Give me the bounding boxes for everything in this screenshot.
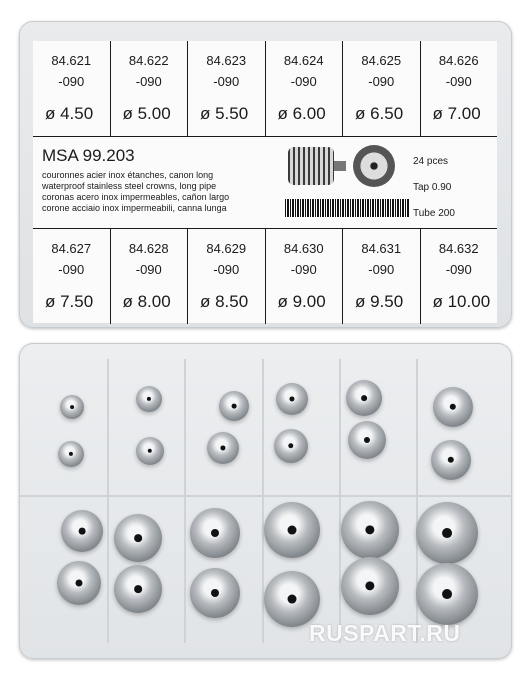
part-code: 84.622 xyxy=(128,53,169,68)
watch-crown xyxy=(346,380,382,416)
watch-crown xyxy=(264,571,320,627)
tray-divider xyxy=(262,359,264,495)
watch-crown xyxy=(58,441,84,467)
watch-crown xyxy=(136,386,162,412)
watch-crown xyxy=(136,437,164,465)
piece-count: 24 pces xyxy=(413,156,449,167)
tray-divider xyxy=(184,497,186,643)
crown-diameter: ø 5.50 xyxy=(200,104,249,123)
part-suffix: -090 xyxy=(445,74,472,89)
part-code: 84.628 xyxy=(128,241,169,256)
crown-side-image xyxy=(288,147,334,185)
size-cell xyxy=(188,41,266,137)
tray-divider xyxy=(107,497,109,643)
tube-size: Tube 200 xyxy=(413,208,455,219)
part-suffix: -090 xyxy=(445,262,472,277)
part-suffix: -090 xyxy=(135,262,162,277)
crown-diameter: ø 4.50 xyxy=(45,104,94,123)
watch-crown xyxy=(348,421,386,459)
crown-top-image xyxy=(353,145,395,187)
size-cell xyxy=(266,41,344,137)
part-suffix: -090 xyxy=(58,74,85,89)
watch-crown xyxy=(341,501,399,559)
watch-crown xyxy=(190,508,240,558)
barcode xyxy=(285,199,409,217)
part-suffix: -090 xyxy=(213,262,240,277)
watch-crown xyxy=(114,514,162,562)
size-cell xyxy=(33,228,111,324)
watch-crown xyxy=(219,391,249,421)
bottom-size-row xyxy=(33,228,497,324)
crown-diameter: ø 6.00 xyxy=(277,104,326,123)
size-cell xyxy=(111,41,189,137)
crown-diameter: ø 9.50 xyxy=(355,292,404,311)
watch-crown xyxy=(61,510,103,552)
description-line: couronnes acier inox étanches, canon long xyxy=(42,170,214,180)
tray-divider xyxy=(416,359,418,495)
description-line: coronas acero inox impermeables, cañon largo xyxy=(42,192,230,202)
part-code: 84.632 xyxy=(438,241,479,256)
crown-diameter: ø 8.50 xyxy=(200,292,249,311)
tray-divider xyxy=(107,359,109,495)
part-code: 84.629 xyxy=(206,241,247,256)
part-code: 84.621 xyxy=(51,53,92,68)
crown-diameter: ø 9.00 xyxy=(277,292,326,311)
watch-crown xyxy=(57,561,101,605)
label-card xyxy=(33,41,497,323)
crown-diameter: ø 5.00 xyxy=(122,104,171,123)
part-suffix: -090 xyxy=(135,74,162,89)
watch-crown xyxy=(264,502,320,558)
part-code: 84.631 xyxy=(361,241,402,256)
watch-crown xyxy=(276,383,308,415)
tray-divider xyxy=(262,497,264,643)
tap-size: Tap 0.90 xyxy=(413,182,452,193)
size-cell xyxy=(33,41,111,137)
watch-crown xyxy=(416,502,478,564)
tray-divider xyxy=(19,495,512,497)
size-cell xyxy=(188,228,266,324)
part-code: 84.627 xyxy=(51,241,92,256)
part-code: 84.623 xyxy=(206,53,247,68)
watch-crown xyxy=(431,440,471,480)
watch-crown xyxy=(60,395,84,419)
description-line: corone acciaio inox impermeabili, canna lunga xyxy=(42,203,227,213)
size-cell xyxy=(111,228,189,324)
part-suffix: -090 xyxy=(290,262,317,277)
description-line: waterproof stainless steel crowns, long pipe xyxy=(42,181,217,191)
top-size-row xyxy=(33,41,497,137)
part-suffix: -090 xyxy=(290,74,317,89)
watermark: RUSPART.RU xyxy=(309,620,461,646)
watch-crown xyxy=(274,429,308,463)
part-code: 84.630 xyxy=(283,241,324,256)
tray-divider xyxy=(339,359,341,495)
crown-diameter: ø 10.00 xyxy=(432,292,491,311)
size-cell xyxy=(421,41,498,137)
watch-crown xyxy=(207,432,239,464)
crown-diameter: ø 7.50 xyxy=(45,292,94,311)
product-description xyxy=(42,170,229,214)
tray-divider xyxy=(184,359,186,495)
kit-specs xyxy=(413,149,455,227)
part-code: 84.626 xyxy=(438,53,479,68)
size-cell xyxy=(343,41,421,137)
part-suffix: -090 xyxy=(58,262,85,277)
size-cell xyxy=(266,228,344,324)
crown-tray xyxy=(19,343,512,659)
crown-diameter: ø 6.50 xyxy=(355,104,404,123)
crown-diameter: ø 8.00 xyxy=(122,292,171,311)
product-info xyxy=(33,137,497,228)
watch-crown xyxy=(416,563,478,625)
part-suffix: -090 xyxy=(368,262,395,277)
watch-crown xyxy=(190,568,240,618)
model-number: MSA 99.203 xyxy=(42,146,135,165)
part-code: 84.624 xyxy=(283,53,324,68)
watch-crown xyxy=(341,557,399,615)
crown-diameter: ø 7.00 xyxy=(432,104,481,123)
part-suffix: -090 xyxy=(213,74,240,89)
part-suffix: -090 xyxy=(368,74,395,89)
size-cell xyxy=(343,228,421,324)
size-cell xyxy=(421,228,498,324)
watch-crown xyxy=(433,387,473,427)
part-code: 84.625 xyxy=(361,53,402,68)
watch-crown xyxy=(114,565,162,613)
